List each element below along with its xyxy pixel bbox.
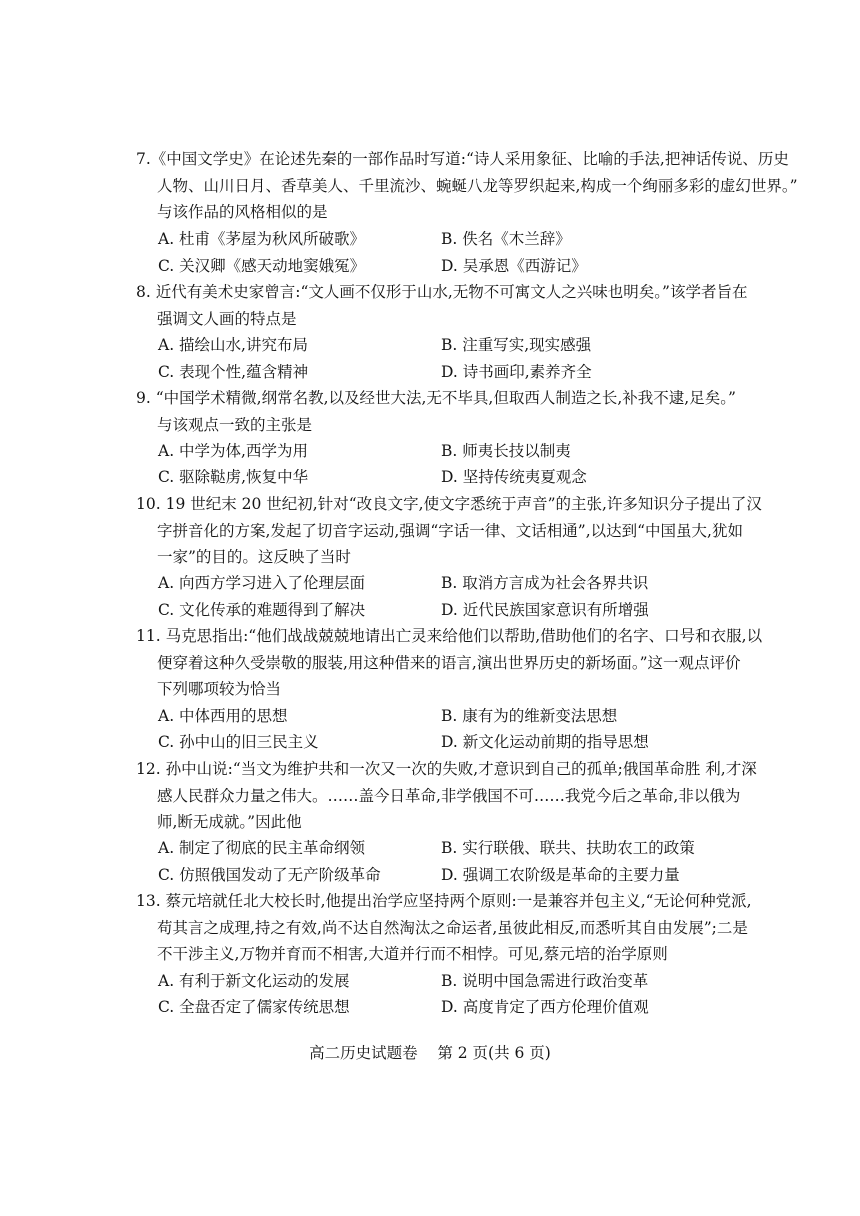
stem-line: 便穿着这种久受崇敬的服装,用这种借来的语言,演出世界历史的新场面。”这一观点评价: [157, 653, 741, 672]
question-8-option-c: C. 表现个性,蕴含精神: [158, 363, 309, 381]
question-7-option-d: D. 吴承恩《西游记》: [441, 257, 587, 275]
stem-line: 强调文人画的特点是: [157, 309, 297, 328]
stem-line: 下列哪项较为恰当: [157, 680, 282, 699]
stem-line: 9. “中国学术精微,纲常名教,以及经世大法,无不毕具,但取西人制造之长,补我不逮,足矣。”: [136, 389, 736, 407]
question-11-stem: [136, 623, 788, 703]
question-11-option-c: C. 孙中山的旧三民主义: [158, 733, 319, 751]
stem-line: 7.《中国文学史》在论述先秦的一部作品时写道:“诗人采用象征、比喻的手法,把神话传说、历史: [136, 150, 789, 168]
question-11-option-b: B. 康有为的维新变法思想: [441, 707, 618, 725]
question-13-option-a: A. 有利于新文化运动的发展: [158, 972, 350, 990]
question-13-stem: [136, 888, 788, 968]
question-8-option-d: D. 诗书画印,素养齐全: [441, 363, 592, 381]
question-8-option-a: A. 描绘山水,讲究布局: [158, 336, 308, 354]
question-11-option-a: A. 中体西用的思想: [158, 707, 288, 725]
question-8-stem: [136, 279, 788, 332]
question-8-option-b: B. 注重写实,现实感强: [441, 336, 592, 354]
question-13-option-c: C. 全盘否定了儒家传统思想: [158, 998, 350, 1016]
question-13-option-b: B. 说明中国急需进行政治变革: [441, 972, 649, 990]
stem-line: 13. 蔡元培就任北大校长时,他提出治学应坚持两个原则:一是兼容并包主义,“无论何种党派,: [136, 892, 752, 910]
question-10-option-d: D. 近代民族国家意识有所增强: [441, 601, 649, 619]
stem-line: 11. 马克思指出:“他们战战兢兢地请出亡灵来给他们以帮助,借助他们的名字、口号和衣服,以: [136, 627, 763, 645]
stem-line: 师,断无成就。”因此他: [157, 813, 302, 832]
question-9-option-d: D. 坚持传统夷夏观念: [441, 468, 587, 486]
question-9-stem: [136, 385, 788, 438]
question-10-stem: [136, 491, 788, 571]
stem-line: 10. 19 世纪末 20 世纪初,针对“改良文字,使文字悉统于声音”的主张,许多知识分子提出了汉: [136, 495, 762, 513]
question-10-option-a: A. 向西方学习进入了伦理层面: [158, 574, 366, 592]
stem-line: 人物、山川日月、香草美人、千里流沙、蜿蜒八龙等罗织起来,构成一个绚丽多彩的虚幻世界。”: [157, 176, 798, 195]
stem-line: 苟其言之成理,持之有效,尚不达自然淘汰之命运者,虽彼此相反,而悉听其自由发展”;二是: [157, 918, 748, 937]
stem-line: 8. 近代有美术史家曾言:“文人画不仅形于山水,无物不可寓文人之兴味也明矣。”该学者旨在: [136, 283, 748, 301]
question-10-option-c: C. 文化传承的难题得到了解决: [158, 601, 366, 619]
question-9-option-a: A. 中学为体,西学为用: [158, 442, 308, 460]
question-10-option-b: B. 取消方言成为社会各界共识: [441, 574, 649, 592]
stem-line: 一家”的目的。这反映了当时: [157, 548, 351, 567]
stem-line: 不干涉主义,万物并育而不相害,大道并行而不相悖。可见,蔡元培的治学原则: [157, 945, 668, 964]
question-11-option-d: D. 新文化运动前期的指导思想: [441, 733, 649, 751]
stem-line: 与该观点一致的主张是: [157, 415, 313, 434]
question-7-option-c: C. 关汉卿《感天动地窦娥冤》: [158, 257, 366, 275]
question-12-option-c: C. 仿照俄国发动了无产阶级革命: [158, 866, 381, 884]
question-13-option-d: D. 高度肯定了西方伦理价值观: [441, 998, 649, 1016]
stem-line: 与该作品的风格相似的是: [157, 203, 328, 222]
stem-line: 12. 孙中山说:“当文为维护共和一次又一次的失败,才意识到自己的孤单;俄国革命胜 利,才深: [136, 760, 757, 778]
question-9-option-b: B. 师夷长技以制夷: [441, 442, 571, 460]
question-12-option-a: A. 制定了彻底的民主革命纲领: [158, 839, 366, 857]
question-7-option-a: A. 杜甫《茅屋为秋风所破歌》: [158, 230, 366, 248]
question-7-stem: [136, 146, 798, 226]
stem-line: 感人民群众力量之伟大。……盖今日革命,非学俄国不可……我党今后之革命,非以俄为: [157, 786, 741, 805]
question-12-stem: [136, 756, 788, 836]
page-footer: 高二历史试题卷 第 2 页(共 6 页): [309, 1044, 551, 1062]
question-7-option-b: B. 佚名《木兰辞》: [441, 230, 571, 248]
question-12-option-b: B. 实行联俄、联共、扶助农工的政策: [441, 839, 695, 857]
stem-line: 字拼音化的方案,发起了切音字运动,强调“字话一律、文话相通”,以达到“中国虽大,犹如: [157, 521, 743, 540]
question-9-option-c: C. 驱除鞑虏,恢复中华: [158, 468, 309, 486]
question-12-option-d: D. 强调工农阶级是革命的主要力量: [441, 866, 680, 884]
